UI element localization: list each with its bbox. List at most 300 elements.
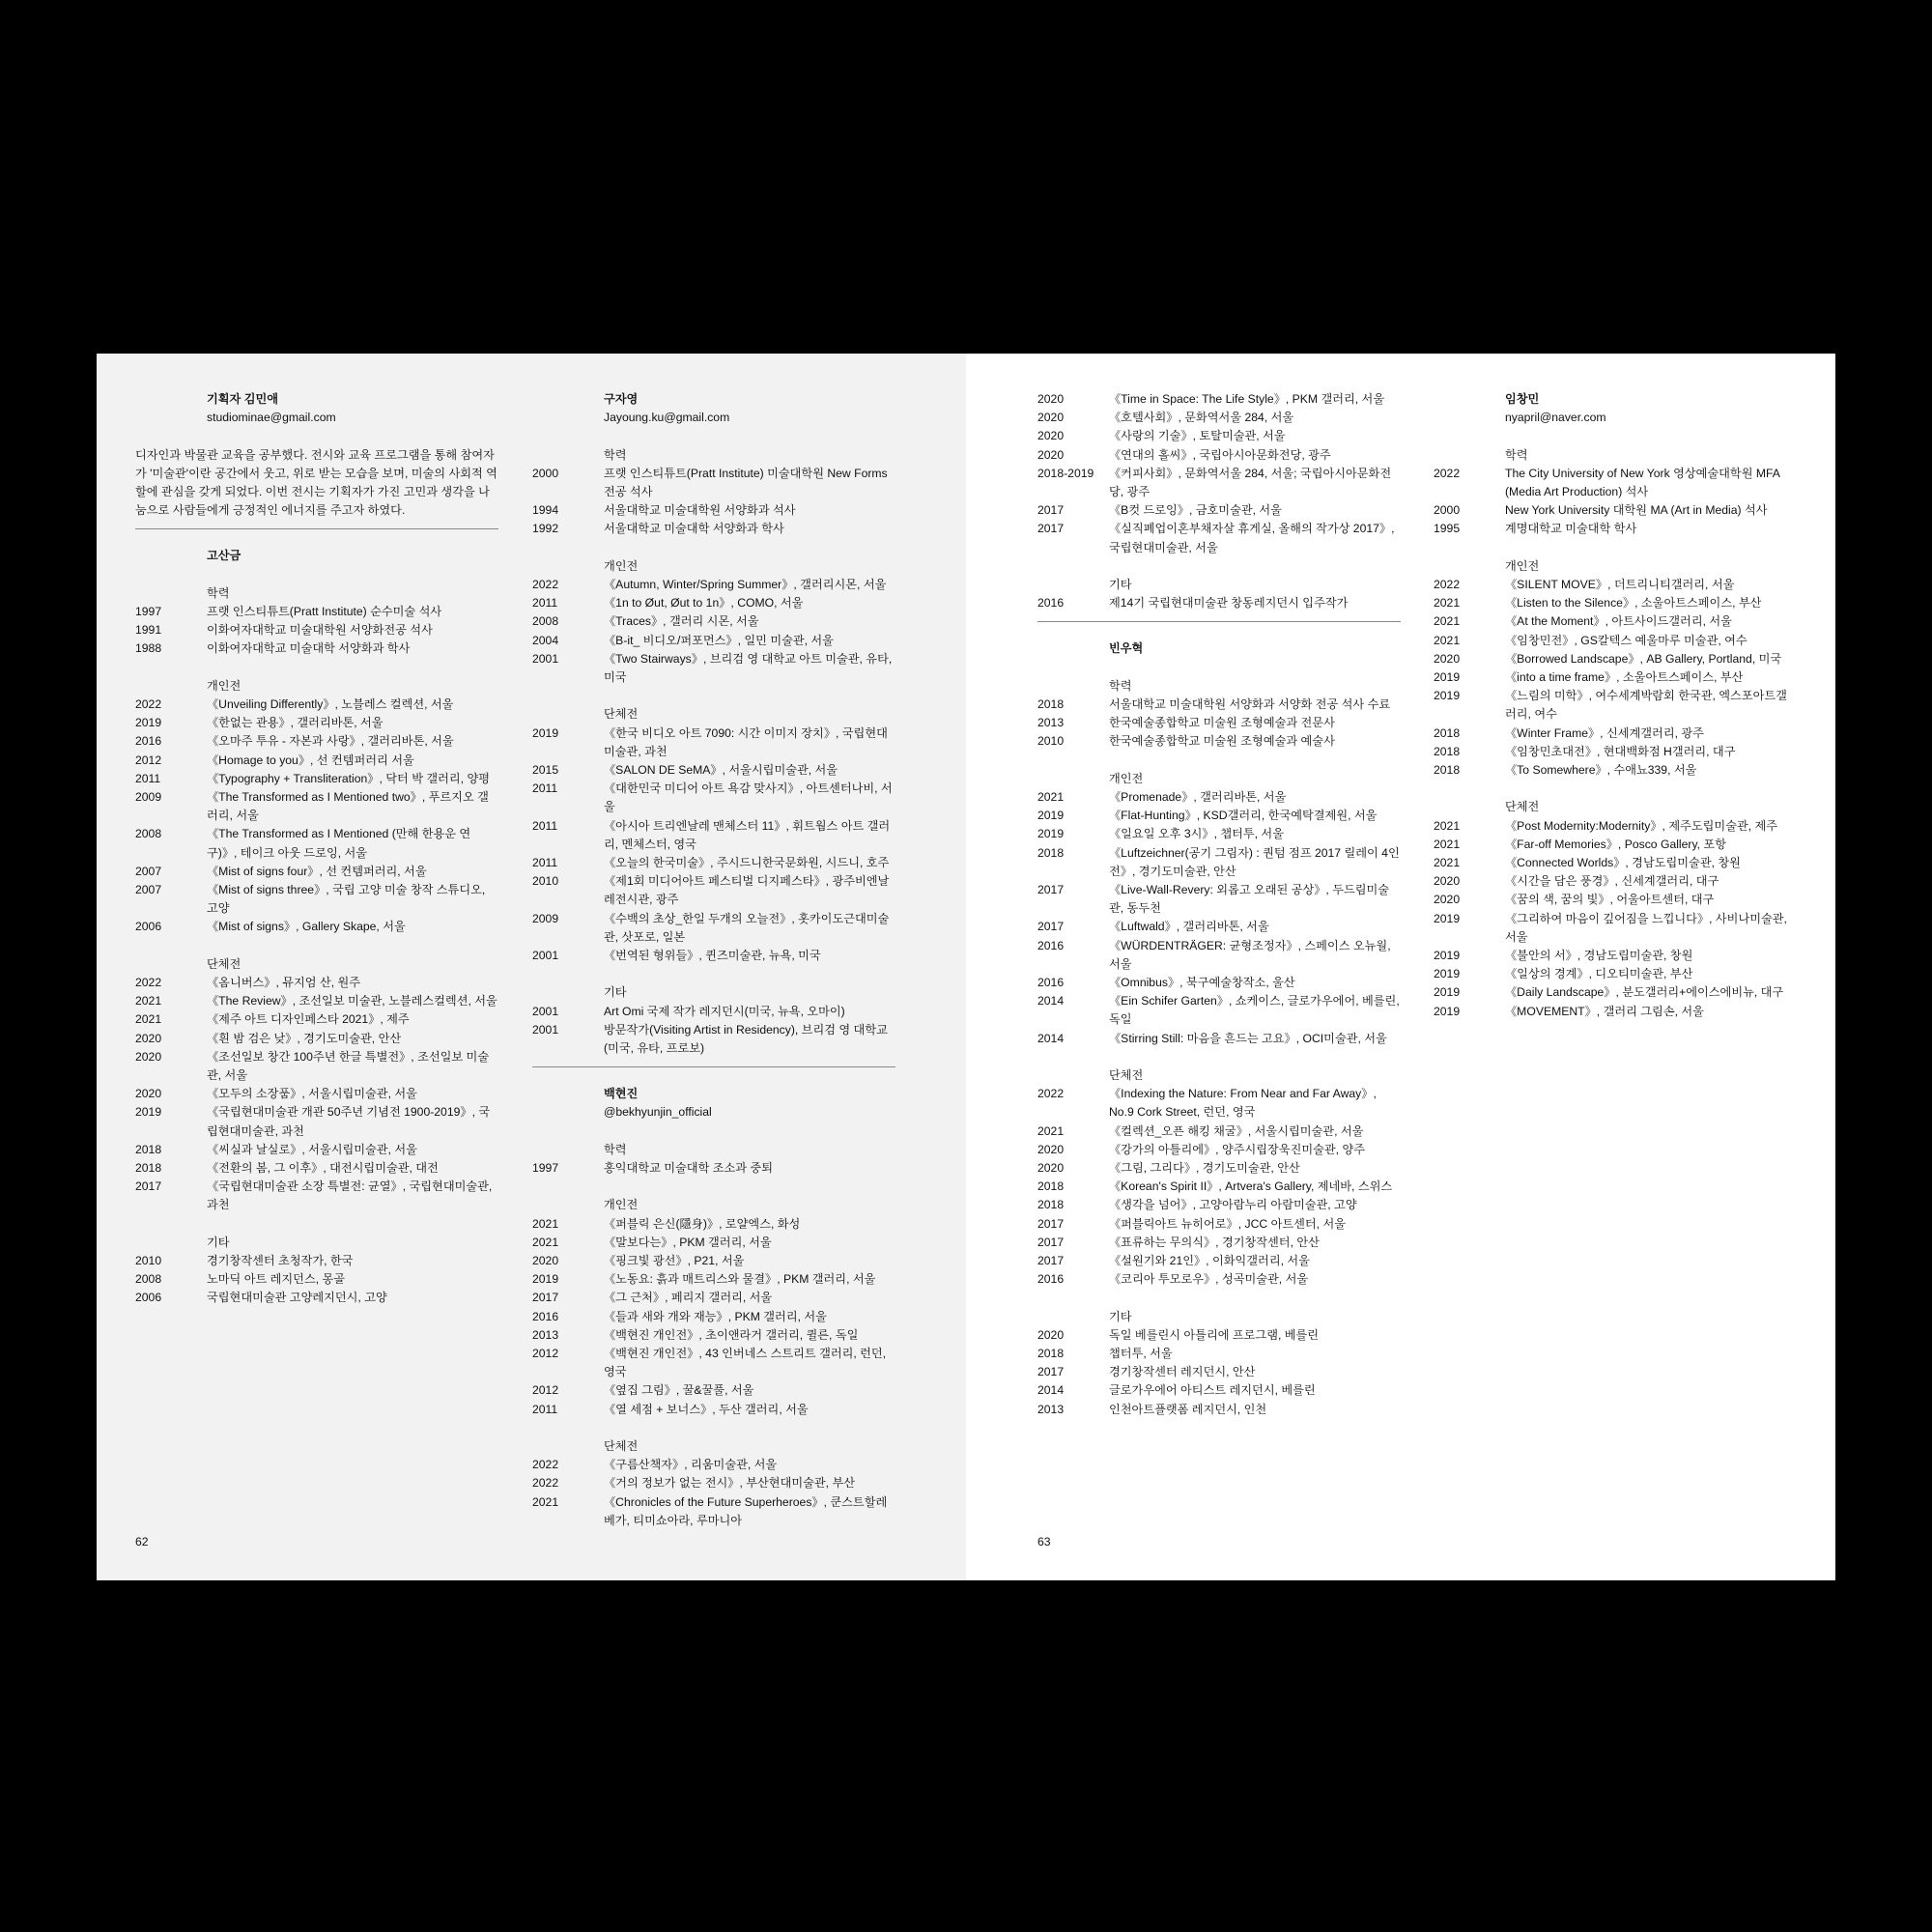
entry-text: 서울대학교 미술대학원 서양화과 서양화 전공 석사 수료 bbox=[1109, 697, 1391, 712]
entry-year: 2016 bbox=[1037, 976, 1065, 990]
entry-year: 2001 bbox=[532, 1022, 559, 1037]
entry-year: 1988 bbox=[135, 641, 162, 656]
section-heading: 개인전 bbox=[1109, 771, 1144, 785]
cv-entry bbox=[1037, 807, 1401, 825]
entry-text: 《Homage to you》, 선 컨템퍼러리 서울 bbox=[207, 753, 414, 767]
cv-entry bbox=[532, 1021, 895, 1058]
spacer bbox=[1037, 659, 1401, 677]
entry-year: 2000 bbox=[532, 466, 559, 480]
cv-entry bbox=[1037, 1196, 1401, 1214]
artist-email: nyapril@naver.com bbox=[1505, 411, 1606, 425]
left-column-2 bbox=[532, 390, 895, 1530]
section-heading: 학력 bbox=[604, 447, 627, 462]
entry-text: 《Luftwald》, 갤러리바톤, 서울 bbox=[1109, 920, 1269, 934]
spacer bbox=[1037, 557, 1401, 576]
section-heading-row bbox=[532, 446, 895, 465]
entry-year: 2016 bbox=[532, 1309, 559, 1323]
cv-entry bbox=[1037, 520, 1401, 556]
artist-name-row bbox=[135, 547, 498, 565]
cv-entry bbox=[1434, 724, 1797, 743]
entry-text: 《연대의 홀씨》, 국립아시아문화전당, 광주 bbox=[1109, 447, 1331, 462]
entry-year: 2020 bbox=[135, 1049, 162, 1064]
section-heading-row bbox=[532, 1141, 895, 1159]
cv-entry bbox=[1434, 501, 1797, 520]
artist-block-baek bbox=[532, 1085, 895, 1530]
cv-entry bbox=[1037, 1122, 1401, 1141]
cv-entry bbox=[1037, 1215, 1401, 1234]
entry-text: 《SILENT MOVE》, 더트리니티갤러리, 서울 bbox=[1505, 578, 1735, 591]
cv-entry bbox=[532, 1252, 895, 1270]
artist-name: 빈우혁 bbox=[1109, 641, 1144, 656]
entry-year: 2019 bbox=[1037, 827, 1065, 841]
entry-year: 2013 bbox=[1037, 716, 1065, 730]
entry-text: 《Time in Space: The Life Style》, PKM 갤러리, 서울 bbox=[1109, 392, 1385, 406]
spacer bbox=[532, 965, 895, 983]
cv-entry bbox=[135, 825, 498, 862]
entry-year: 2020 bbox=[1037, 392, 1065, 406]
entry-text: 《Two Stairways》, 브리검 영 대학교 아트 미술관, 유타, 미국 bbox=[604, 651, 893, 685]
cv-entry bbox=[135, 1289, 498, 1307]
section-heading-row bbox=[135, 584, 498, 603]
entry-text: 《노동요: 흙과 매트리스와 물결》, PKM 갤러리, 서울 bbox=[604, 1272, 876, 1287]
entry-year: 2022 bbox=[135, 697, 162, 711]
cv-entry bbox=[1037, 788, 1401, 807]
entry-text: 서울대학교 미술대학 서양화과 학사 bbox=[604, 522, 784, 536]
entry-text: 《강가의 아틀리에》, 양주시립장욱진미술관, 양주 bbox=[1109, 1142, 1365, 1156]
entry-text: 이화여자대학교 미술대학 서양화과 학사 bbox=[207, 641, 411, 656]
entry-text: 《Live-Wall-Revery: 외롭고 오래된 공상》, 두드림미술관, 동두천 bbox=[1109, 883, 1390, 916]
entry-year: 2022 bbox=[1434, 466, 1461, 480]
entry-text: 《불안의 서》, 경남도립미술관, 창원 bbox=[1505, 949, 1693, 963]
divider bbox=[532, 1066, 895, 1067]
entry-year: 2022 bbox=[135, 976, 162, 990]
entry-year: 2020 bbox=[1434, 874, 1461, 889]
entry-year: 2017 bbox=[1037, 1235, 1065, 1249]
entry-text: 《The Transformed as I Mentioned two》, 푸르지오 갤러리, 서울 bbox=[207, 790, 489, 823]
entry-year: 2016 bbox=[1037, 1272, 1065, 1287]
entry-year: 2014 bbox=[1037, 994, 1065, 1009]
entry-year: 2017 bbox=[1037, 920, 1065, 934]
entry-year: 2018 bbox=[1037, 1347, 1065, 1361]
cv-entry bbox=[1037, 427, 1401, 445]
entry-text: 《씨실과 날실로》, 서울시립미술관, 서울 bbox=[207, 1142, 417, 1156]
cv-entry bbox=[532, 872, 895, 909]
cv-entry bbox=[1434, 965, 1797, 983]
entry-year: 2009 bbox=[135, 790, 162, 805]
entry-year: 2022 bbox=[532, 1458, 559, 1472]
entry-year: 2014 bbox=[1037, 1383, 1065, 1398]
cv-entry bbox=[135, 752, 498, 770]
entry-year: 2018 bbox=[1434, 763, 1461, 778]
cv-entry bbox=[1037, 594, 1401, 612]
cv-entry bbox=[135, 918, 498, 936]
cv-entry bbox=[135, 714, 498, 732]
entry-year: 2019 bbox=[1434, 1004, 1461, 1018]
entry-year: 2001 bbox=[532, 1004, 559, 1018]
entry-text: 《들과 새와 개와 재능》, PKM 갤러리, 서울 bbox=[604, 1309, 827, 1323]
artist-name-row bbox=[1434, 390, 1797, 409]
entry-year: 1994 bbox=[532, 503, 559, 518]
cv-entry bbox=[1037, 825, 1401, 843]
cv-entry bbox=[1434, 836, 1797, 854]
entry-text: 《Stirring Still: 마음을 흔드는 고요》, OCI미술관, 서울 bbox=[1109, 1031, 1387, 1045]
entry-text: 《Mist of signs four》, 선 컨템퍼러리, 서울 bbox=[207, 864, 427, 878]
entry-year: 2020 bbox=[1037, 429, 1065, 443]
section-heading-row bbox=[1037, 677, 1401, 696]
entry-text: 《수백의 초상_한일 두개의 오늘전》, 홋카이도근대미술관, 삿포로, 일본 bbox=[604, 911, 890, 944]
entry-year: 2017 bbox=[1037, 1254, 1065, 1268]
right-column-1 bbox=[1037, 390, 1401, 1419]
section-heading: 개인전 bbox=[604, 1198, 639, 1212]
section-heading-row bbox=[135, 1234, 498, 1252]
artist-email: @bekhyunjin_official bbox=[604, 1105, 712, 1120]
section-heading-row bbox=[1434, 557, 1797, 576]
entry-text: 《모두의 소장품》, 서울시립미술관, 서울 bbox=[207, 1087, 417, 1101]
artist-block-go bbox=[135, 547, 498, 1307]
section-heading: 단체전 bbox=[207, 956, 242, 971]
entry-text: 챕터투, 서울 bbox=[1109, 1347, 1173, 1361]
entry-text: 《Ein Schifer Garten》, 쇼케이스, 글로가우에어, 베를린, 독일 bbox=[1109, 994, 1400, 1027]
entry-text: 《국립현대미술관 개관 50주년 기념전 1900-2019》, 국립현대미술관, 과천 bbox=[207, 1105, 491, 1138]
entry-year: 1991 bbox=[135, 623, 162, 638]
spacer bbox=[135, 937, 498, 955]
entry-text: 《Listen to the Silence》, 소울아트스페이스, 부산 bbox=[1505, 596, 1762, 611]
section-heading-row bbox=[1037, 576, 1401, 594]
cv-entry bbox=[1434, 1003, 1797, 1021]
artist-email-row bbox=[532, 1103, 895, 1122]
cv-entry bbox=[532, 761, 895, 780]
entry-text: 《일상의 경계》, 디오티미술관, 부산 bbox=[1505, 967, 1693, 981]
cv-entry bbox=[1434, 612, 1797, 631]
entry-year: 2021 bbox=[532, 1494, 559, 1509]
cv-entry bbox=[1037, 974, 1401, 992]
entry-year: 2013 bbox=[532, 1327, 559, 1342]
entry-year: 2020 bbox=[1037, 1142, 1065, 1156]
curator-email: studiominae@gmail.com bbox=[207, 411, 336, 425]
entry-text: 《말보다는》, PKM 갤러리, 서울 bbox=[604, 1235, 772, 1249]
entry-text: 《조선일보 창간 100주년 한글 특별전》, 조선일보 미술관, 서울 bbox=[207, 1049, 490, 1083]
entry-text: 《Connected Worlds》, 경남도립미술관, 창원 bbox=[1505, 856, 1741, 870]
entry-year: 2020 bbox=[1037, 447, 1065, 462]
entry-year: 2021 bbox=[135, 994, 162, 1009]
entry-year: 2006 bbox=[135, 920, 162, 934]
page-number-left: 62 bbox=[135, 1535, 149, 1548]
artist-block-baek-continued bbox=[1037, 390, 1401, 612]
entry-year: 2019 bbox=[135, 716, 162, 730]
entry-year: 2019 bbox=[1434, 911, 1461, 925]
cv-entry bbox=[532, 780, 895, 816]
cv-entry bbox=[1434, 594, 1797, 612]
entry-year: 2019 bbox=[1434, 670, 1461, 685]
spacer bbox=[1434, 539, 1797, 557]
entry-text: 《흰 밤 검은 낮》, 경기도미술관, 안산 bbox=[207, 1031, 402, 1045]
entry-year: 2011 bbox=[532, 818, 558, 833]
entry-text: 글로가우에어 아티스트 레지던시, 베를린 bbox=[1109, 1383, 1316, 1398]
entry-text: 서울대학교 미술대학원 서양화과 석사 bbox=[604, 503, 796, 518]
cv-entry bbox=[1434, 465, 1797, 501]
entry-text: 《퍼블릭아트 뉴히어로》, JCC 아트센터, 서울 bbox=[1109, 1216, 1346, 1231]
entry-text: 방문작가(Visiting Artist in Residency), 브리검 영 대학교(미국, 유타, 프로보) bbox=[604, 1022, 888, 1056]
entry-year: 2006 bbox=[135, 1291, 162, 1305]
cv-entry bbox=[135, 863, 498, 881]
entry-text: 《Traces》, 갤러리 시몬, 서울 bbox=[604, 614, 759, 629]
entry-text: 《Borrowed Landscape》, AB Gallery, Portland, 미국 bbox=[1505, 651, 1782, 666]
entry-year: 2020 bbox=[135, 1031, 162, 1045]
cv-entry bbox=[1037, 918, 1401, 936]
cv-entry bbox=[1434, 743, 1797, 761]
cv-entry bbox=[532, 1003, 895, 1021]
cv-entry bbox=[1037, 1345, 1401, 1363]
entry-year: 2018 bbox=[1037, 1179, 1065, 1194]
artist-email-row bbox=[532, 409, 895, 427]
artist-block-bin bbox=[1037, 639, 1401, 1418]
cv-entry bbox=[135, 639, 498, 658]
entry-year: 2019 bbox=[1434, 949, 1461, 963]
entry-year: 2019 bbox=[1434, 967, 1461, 981]
entry-text: 《B-it_ 비디오/퍼포먼스》, 일민 미술관, 서울 bbox=[604, 633, 834, 647]
cv-entry bbox=[532, 854, 895, 872]
cv-entry bbox=[532, 1215, 895, 1234]
spacer bbox=[532, 427, 895, 445]
cv-entry bbox=[532, 1270, 895, 1289]
artist-block-im bbox=[1434, 390, 1797, 1021]
artist-name-row bbox=[532, 1085, 895, 1103]
entry-year: 2001 bbox=[532, 651, 559, 666]
cv-entry bbox=[1037, 992, 1401, 1029]
entry-year: 1997 bbox=[532, 1161, 559, 1176]
cv-entry bbox=[1037, 714, 1401, 732]
entry-year: 2017 bbox=[1037, 1216, 1065, 1231]
cv-entry bbox=[135, 1141, 498, 1159]
entry-year: 2019 bbox=[532, 725, 559, 740]
section-heading-row bbox=[135, 955, 498, 974]
entry-text: 《옆집 그림》, 꿀&꿀풀, 서울 bbox=[604, 1383, 754, 1398]
cv-entry bbox=[135, 770, 498, 788]
entry-year: 2022 bbox=[1434, 578, 1461, 591]
cv-entry bbox=[1037, 1030, 1401, 1048]
cv-entry bbox=[1037, 1270, 1401, 1289]
entry-year: 2017 bbox=[532, 1291, 559, 1305]
entry-year: 2021 bbox=[532, 1235, 559, 1249]
entry-year: 2020 bbox=[1434, 893, 1461, 907]
cv-entry bbox=[532, 612, 895, 631]
entry-text: 《백현진 개인전》, 43 인버네스 스트리트 갤러리, 런던, 영국 bbox=[604, 1347, 887, 1379]
entry-text: 《번역된 형위들》, 퀸즈미술관, 뉴욕, 미국 bbox=[604, 949, 821, 963]
entry-text: 《At the Moment》, 아트사이드갤러리, 서울 bbox=[1505, 614, 1732, 629]
entry-year: 2017 bbox=[1037, 1365, 1065, 1379]
entry-year: 2017 bbox=[135, 1179, 162, 1194]
entry-year: 2018 bbox=[135, 1161, 162, 1176]
section-heading: 단체전 bbox=[604, 1439, 639, 1454]
cv-entry bbox=[135, 1159, 498, 1178]
entry-year: 2021 bbox=[532, 1216, 559, 1231]
entry-text: 국립현대미술관 고양레지던시, 고양 bbox=[207, 1291, 387, 1305]
cv-entry bbox=[532, 576, 895, 594]
entry-text: 《꿈의 색, 꿈의 빛》, 어울아트센터, 대구 bbox=[1505, 893, 1715, 907]
entry-text: 이화여자대학교 미술대학원 서양화전공 석사 bbox=[207, 623, 433, 638]
entry-text: 《커피사회》, 문화역서울 284, 서울; 국립아시아문화전당, 광주 bbox=[1109, 466, 1392, 499]
entry-text: 《대한민국 미디어 아트 욕감 맞사지》, 아트센터나비, 서울 bbox=[604, 781, 893, 814]
entry-year: 2009 bbox=[532, 911, 559, 925]
entry-text: 《컬렉션_오픈 해킹 채굴》, 서울시립미술관, 서울 bbox=[1109, 1123, 1364, 1138]
entry-year: 2021 bbox=[1434, 596, 1461, 611]
entry-text: 《거의 정보가 없는 전시》, 부산현대미술관, 부산 bbox=[604, 1476, 855, 1491]
cv-entry bbox=[1037, 501, 1401, 520]
spacer bbox=[1434, 427, 1797, 445]
curator-title: 기획자 김민애 bbox=[207, 392, 279, 406]
entry-text: 《To Somewhere》, 수애뇨339, 서울 bbox=[1505, 763, 1697, 778]
cv-entry bbox=[532, 1456, 895, 1474]
entry-text: 《MOVEMENT》, 갤러리 그림손, 서울 bbox=[1505, 1004, 1704, 1018]
entry-year: 2016 bbox=[1037, 938, 1065, 952]
entry-year: 2020 bbox=[532, 1254, 559, 1268]
entry-text: 《Chronicles of the Future Superheroes》, 쿤스트할레 베가, 티미쇼아라, 루마니아 bbox=[604, 1494, 888, 1527]
entry-text: 《1n to Øut, Øut to 1n》, COMO, 서울 bbox=[604, 596, 804, 611]
entry-year: 2011 bbox=[532, 856, 558, 870]
cv-entry bbox=[532, 910, 895, 947]
section-heading-row bbox=[532, 557, 895, 576]
section-heading: 기타 bbox=[1109, 578, 1132, 592]
left-column-1 bbox=[135, 390, 498, 1308]
cv-entry bbox=[1434, 520, 1797, 538]
cv-entry bbox=[532, 1493, 895, 1530]
entry-year: 2022 bbox=[532, 578, 559, 591]
spacer bbox=[135, 659, 498, 677]
spacer bbox=[532, 1122, 895, 1141]
entry-year: 2012 bbox=[532, 1347, 559, 1361]
cv-entry bbox=[532, 520, 895, 538]
divider bbox=[135, 528, 498, 529]
cv-entry bbox=[135, 1010, 498, 1029]
entry-year: 2017 bbox=[1037, 522, 1065, 536]
cv-entry bbox=[1434, 668, 1797, 687]
entry-text: 《한국 비디오 아트 7090: 시간 이미지 장치》, 국립현대미술관, 과천 bbox=[604, 725, 888, 758]
entry-year: 2018 bbox=[1434, 725, 1461, 740]
entry-year: 2011 bbox=[532, 781, 558, 796]
cv-entry bbox=[135, 1270, 498, 1289]
entry-text: 《B컷 드로잉》, 금호미술관, 서울 bbox=[1109, 503, 1282, 518]
entry-text: 《Autumn, Winter/Spring Summer》, 갤러리시몬, 서울 bbox=[604, 578, 887, 591]
entry-year: 2014 bbox=[1037, 1031, 1065, 1045]
cv-entry bbox=[1037, 446, 1401, 465]
section-heading: 학력 bbox=[1109, 678, 1132, 693]
spacer bbox=[1037, 752, 1401, 770]
entry-year: 2010 bbox=[532, 874, 559, 889]
artist-name: 백현진 bbox=[604, 1087, 639, 1101]
entry-text: 《퍼블릭 은신(隱身)》, 로얄엑스, 화성 bbox=[604, 1216, 801, 1231]
cv-entry bbox=[1434, 910, 1797, 947]
cv-entry bbox=[135, 1030, 498, 1048]
entry-text: 《Indexing the Nature: From Near and Far Away》, No.9 Cork Street, 런던, 영국 bbox=[1109, 1087, 1377, 1120]
entry-text: 《코리아 투모로우》, 성곡미술관, 서울 bbox=[1109, 1272, 1309, 1287]
cv-entry bbox=[532, 1401, 895, 1419]
entry-text: 《그 근처》, 페리지 갤러리, 서울 bbox=[604, 1291, 773, 1305]
cv-entry bbox=[532, 465, 895, 501]
cv-entry bbox=[135, 881, 498, 918]
cv-entry bbox=[135, 1048, 498, 1085]
entry-text: 경기창작센터 초청작가, 한국 bbox=[207, 1254, 354, 1268]
entry-text: 프랫 인스티튜트(Pratt Institute) 미술대학원 New Forms 전공 석사 bbox=[604, 466, 888, 498]
entry-year: 2000 bbox=[1434, 503, 1461, 518]
artist-name: 임창민 bbox=[1505, 392, 1540, 406]
entry-year: 2022 bbox=[532, 1476, 559, 1491]
cv-entry bbox=[532, 1289, 895, 1307]
entry-year: 2020 bbox=[1037, 1327, 1065, 1342]
section-heading-row bbox=[532, 705, 895, 724]
entry-year: 2018 bbox=[1037, 845, 1065, 860]
cv-entry bbox=[532, 650, 895, 687]
cv-entry bbox=[1037, 1401, 1401, 1419]
entry-year: 2018 bbox=[1037, 1198, 1065, 1212]
artist-name-row bbox=[1037, 639, 1401, 658]
entry-year: 2011 bbox=[135, 771, 161, 785]
entry-text: 《SALON DE SeMA》, 서울시립미술관, 서울 bbox=[604, 763, 838, 778]
cv-entry bbox=[135, 732, 498, 751]
entry-year: 1992 bbox=[532, 522, 559, 536]
entry-text: 《Post Modernity:Modernity》, 제주도립미술관, 제주 bbox=[1505, 818, 1778, 833]
entry-year: 2021 bbox=[1434, 818, 1461, 833]
entry-text: 《전환의 봄, 그 이후》, 대전시립미술관, 대전 bbox=[207, 1161, 439, 1176]
cv-entry bbox=[1037, 1178, 1401, 1196]
section-heading: 단체전 bbox=[1109, 1068, 1144, 1083]
entry-year: 2021 bbox=[135, 1012, 162, 1027]
entry-year: 2008 bbox=[532, 614, 559, 629]
entry-text: 《Luftzeichner(공기 그림자) : 퀀텀 점프 2017 릴레이 4인전》, 경기도미술관, 안산 bbox=[1109, 845, 1400, 878]
entry-text: 《국립현대미술관 소장 특별전: 균열》, 국립현대미술관, 과천 bbox=[207, 1179, 493, 1212]
section-heading: 개인전 bbox=[1505, 558, 1540, 573]
entry-year: 2019 bbox=[1434, 985, 1461, 1000]
entry-year: 2020 bbox=[1434, 651, 1461, 666]
entry-text: 《Promenade》, 갤러리바톤, 서울 bbox=[1109, 790, 1287, 805]
entry-text: 한국예술종합학교 미술원 조형예술과 예술사 bbox=[1109, 734, 1335, 749]
section-heading: 기타 bbox=[207, 1235, 230, 1249]
entry-year: 2021 bbox=[1434, 837, 1461, 851]
section-heading-row bbox=[532, 983, 895, 1002]
spacer bbox=[1037, 1289, 1401, 1307]
entry-text: 《Far-off Memories》, Posco Gallery, 포항 bbox=[1505, 837, 1726, 851]
entry-text: 《The Transformed as I Mentioned (만해 한용운 연구)》, 테이크 아웃 드로잉, 서울 bbox=[207, 827, 471, 860]
entry-text: 《호텔사회》, 문화역서울 284, 서울 bbox=[1109, 411, 1294, 425]
artist-name-row bbox=[532, 390, 895, 409]
spacer bbox=[532, 539, 895, 557]
entry-year: 2001 bbox=[532, 949, 559, 963]
cv-entry bbox=[135, 974, 498, 992]
entry-text: 《사랑의 기술》, 토탈미술관, 서울 bbox=[1109, 429, 1286, 443]
cv-entry bbox=[1037, 1141, 1401, 1159]
section-heading-row bbox=[1037, 1066, 1401, 1085]
entry-year: 2007 bbox=[135, 883, 162, 897]
artist-block-gu bbox=[532, 390, 895, 1058]
cv-entry bbox=[135, 788, 498, 825]
entry-text: 《아시아 트리엔날레 맨체스터 11》, 휘트웜스 아트 갤러리, 멘체스터, 영국 bbox=[604, 818, 891, 851]
cv-entry bbox=[1434, 854, 1797, 872]
entry-year: 2017 bbox=[1037, 503, 1065, 518]
entry-year: 2018 bbox=[1434, 744, 1461, 758]
entry-text: 《into a time frame》, 소울아트스페이스, 부산 bbox=[1505, 670, 1744, 685]
entry-text: 《구름산책자》, 리움미술관, 서울 bbox=[604, 1458, 778, 1472]
spacer bbox=[1434, 780, 1797, 798]
artist-email-row bbox=[1434, 409, 1797, 427]
entry-text: 《제1회 미디어아트 페스티벌 디지페스타》, 광주비엔날레전시관, 광주 bbox=[604, 874, 890, 907]
entry-year: 2018 bbox=[1037, 697, 1065, 712]
entry-year: 2015 bbox=[532, 763, 559, 778]
entry-year: 2018 bbox=[135, 1142, 162, 1156]
cv-entry bbox=[1434, 687, 1797, 724]
section-heading: 학력 bbox=[207, 585, 230, 600]
entry-text: 《설원기와 21인》, 이화익갤러리, 서울 bbox=[1109, 1254, 1310, 1268]
entry-text: 《Mist of signs》, Gallery Skape, 서울 bbox=[207, 920, 406, 934]
entry-text: 《임창민전》, GS칼텍스 예울마루 미술관, 여수 bbox=[1505, 633, 1747, 647]
